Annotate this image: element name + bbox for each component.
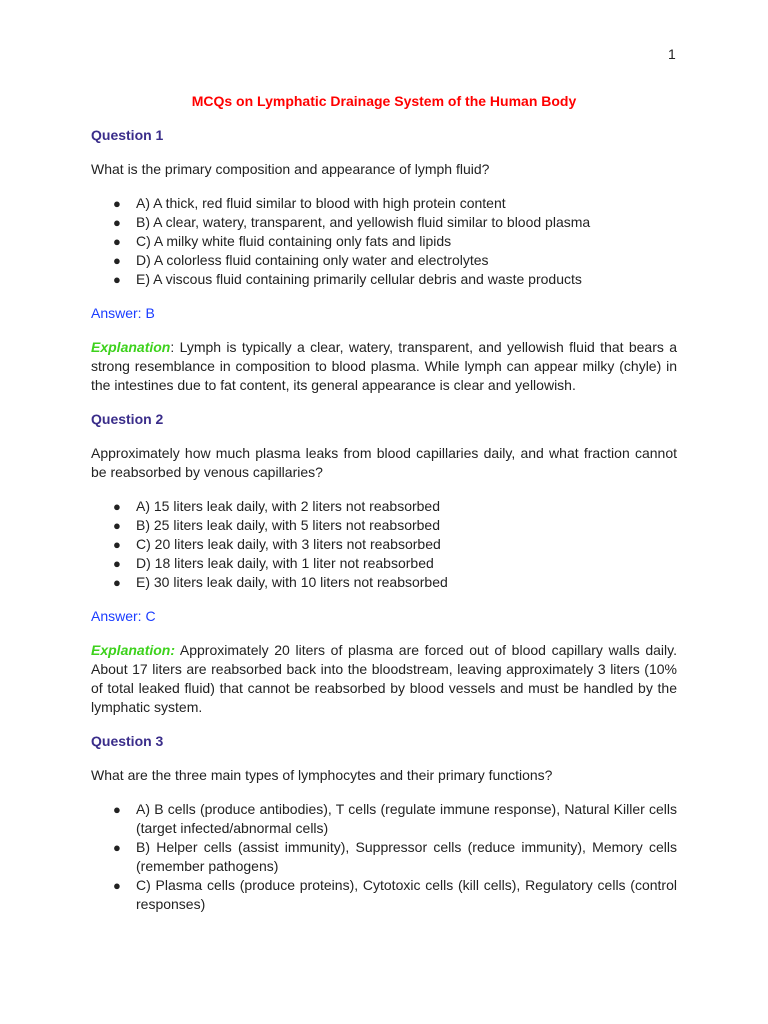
option-text: A) B cells (produce antibodies), T cells (regulate immune response), Natural Killer cells (target infected/abnormal cells) bbox=[136, 801, 677, 836]
option-text: E) 30 liters leak daily, with 10 liters not reabsorbed bbox=[136, 574, 448, 590]
option-text: C) Plasma cells (produce proteins), Cytotoxic cells (kill cells), Regulatory cells (control responses) bbox=[136, 877, 677, 912]
explanation-text: : Lymph is typically a clear, watery, transparent, and yellowish fluid that bears a strong resemblance in composition to blood plasma. While lymph can appear milky (chyle) in the intestines due to fat content, its general appearance is clear and yellowish. bbox=[91, 339, 677, 393]
option-item bbox=[91, 573, 677, 592]
option-item bbox=[91, 194, 677, 213]
question-text: Approximately how much plasma leaks from blood capillaries daily, and what fraction cannot be reabsorbed by venous capillaries? bbox=[91, 445, 677, 480]
option-item bbox=[91, 516, 677, 535]
option-text: A) 15 liters leak daily, with 2 liters not reabsorbed bbox=[136, 498, 440, 514]
bullet-icon: ● bbox=[113, 518, 121, 533]
explanation-label: Explanation: bbox=[91, 642, 176, 658]
question-heading: Question 1 bbox=[91, 127, 164, 143]
bullet-icon: ● bbox=[113, 499, 121, 514]
answer-line: Answer: C bbox=[91, 608, 156, 624]
bullet-icon: ● bbox=[113, 840, 121, 855]
question-text: What are the three main types of lymphocytes and their primary functions? bbox=[91, 767, 553, 783]
question-block bbox=[91, 410, 677, 717]
question-block bbox=[91, 732, 677, 914]
answer-line: Answer: B bbox=[91, 305, 155, 321]
option-item bbox=[91, 554, 677, 573]
option-text: C) 20 liters leak daily, with 3 liters not reabsorbed bbox=[136, 536, 441, 552]
explanation-label: Explanation bbox=[91, 339, 171, 355]
question-block bbox=[91, 126, 677, 395]
option-text: D) A colorless fluid containing only water and electrolytes bbox=[136, 252, 489, 268]
explanation bbox=[91, 338, 677, 395]
explanation-text: Approximately 20 liters of plasma are forced out of blood capillary walls daily. About 17 liters are reabsorbed back into the bloodstream, leaving approximately 3 liters (10% of total leaked fluid) that cannot be reabsorbed by blood vessels and must be handled by the lymphatic system. bbox=[91, 642, 677, 715]
bullet-icon: ● bbox=[113, 802, 121, 817]
option-item bbox=[91, 876, 677, 914]
option-text: B) Helper cells (assist immunity), Suppressor cells (reduce immunity), Memory cells (remember pathogens) bbox=[136, 839, 677, 874]
bullet-icon: ● bbox=[113, 253, 121, 268]
option-text: E) A viscous fluid containing primarily cellular debris and waste products bbox=[136, 271, 582, 287]
bullet-icon: ● bbox=[113, 878, 121, 893]
question-text: What is the primary composition and appearance of lymph fluid? bbox=[91, 161, 490, 177]
option-text: B) 25 liters leak daily, with 5 liters not reabsorbed bbox=[136, 517, 440, 533]
option-text: D) 18 liters leak daily, with 1 liter not reabsorbed bbox=[136, 555, 434, 571]
option-text: C) A milky white fluid containing only fats and lipids bbox=[136, 233, 452, 249]
bullet-icon: ● bbox=[113, 196, 121, 211]
option-text: B) A clear, watery, transparent, and yellowish fluid similar to blood plasma bbox=[136, 214, 591, 230]
page-number: 1 bbox=[668, 46, 676, 62]
option-item bbox=[91, 270, 677, 289]
option-item bbox=[91, 213, 677, 232]
bullet-icon: ● bbox=[113, 556, 121, 571]
bullet-icon: ● bbox=[113, 234, 121, 249]
bullet-icon: ● bbox=[113, 215, 121, 230]
option-item bbox=[91, 535, 677, 554]
bullet-icon: ● bbox=[113, 575, 121, 590]
option-text: A) A thick, red fluid similar to blood with high protein content bbox=[136, 195, 506, 211]
bullet-icon: ● bbox=[113, 272, 121, 287]
explanation bbox=[91, 641, 677, 717]
document-body bbox=[91, 92, 677, 929]
question-heading: Question 2 bbox=[91, 411, 164, 427]
option-item bbox=[91, 232, 677, 251]
question-heading: Question 3 bbox=[91, 733, 164, 749]
option-item bbox=[91, 497, 677, 516]
option-item bbox=[91, 800, 677, 838]
options-list bbox=[91, 800, 677, 914]
options-list bbox=[91, 497, 677, 592]
bullet-icon: ● bbox=[113, 537, 121, 552]
option-item bbox=[91, 838, 677, 876]
option-item bbox=[91, 251, 677, 270]
document-title: MCQs on Lymphatic Drainage System of the Human Body bbox=[191, 93, 577, 109]
options-list bbox=[91, 194, 677, 289]
